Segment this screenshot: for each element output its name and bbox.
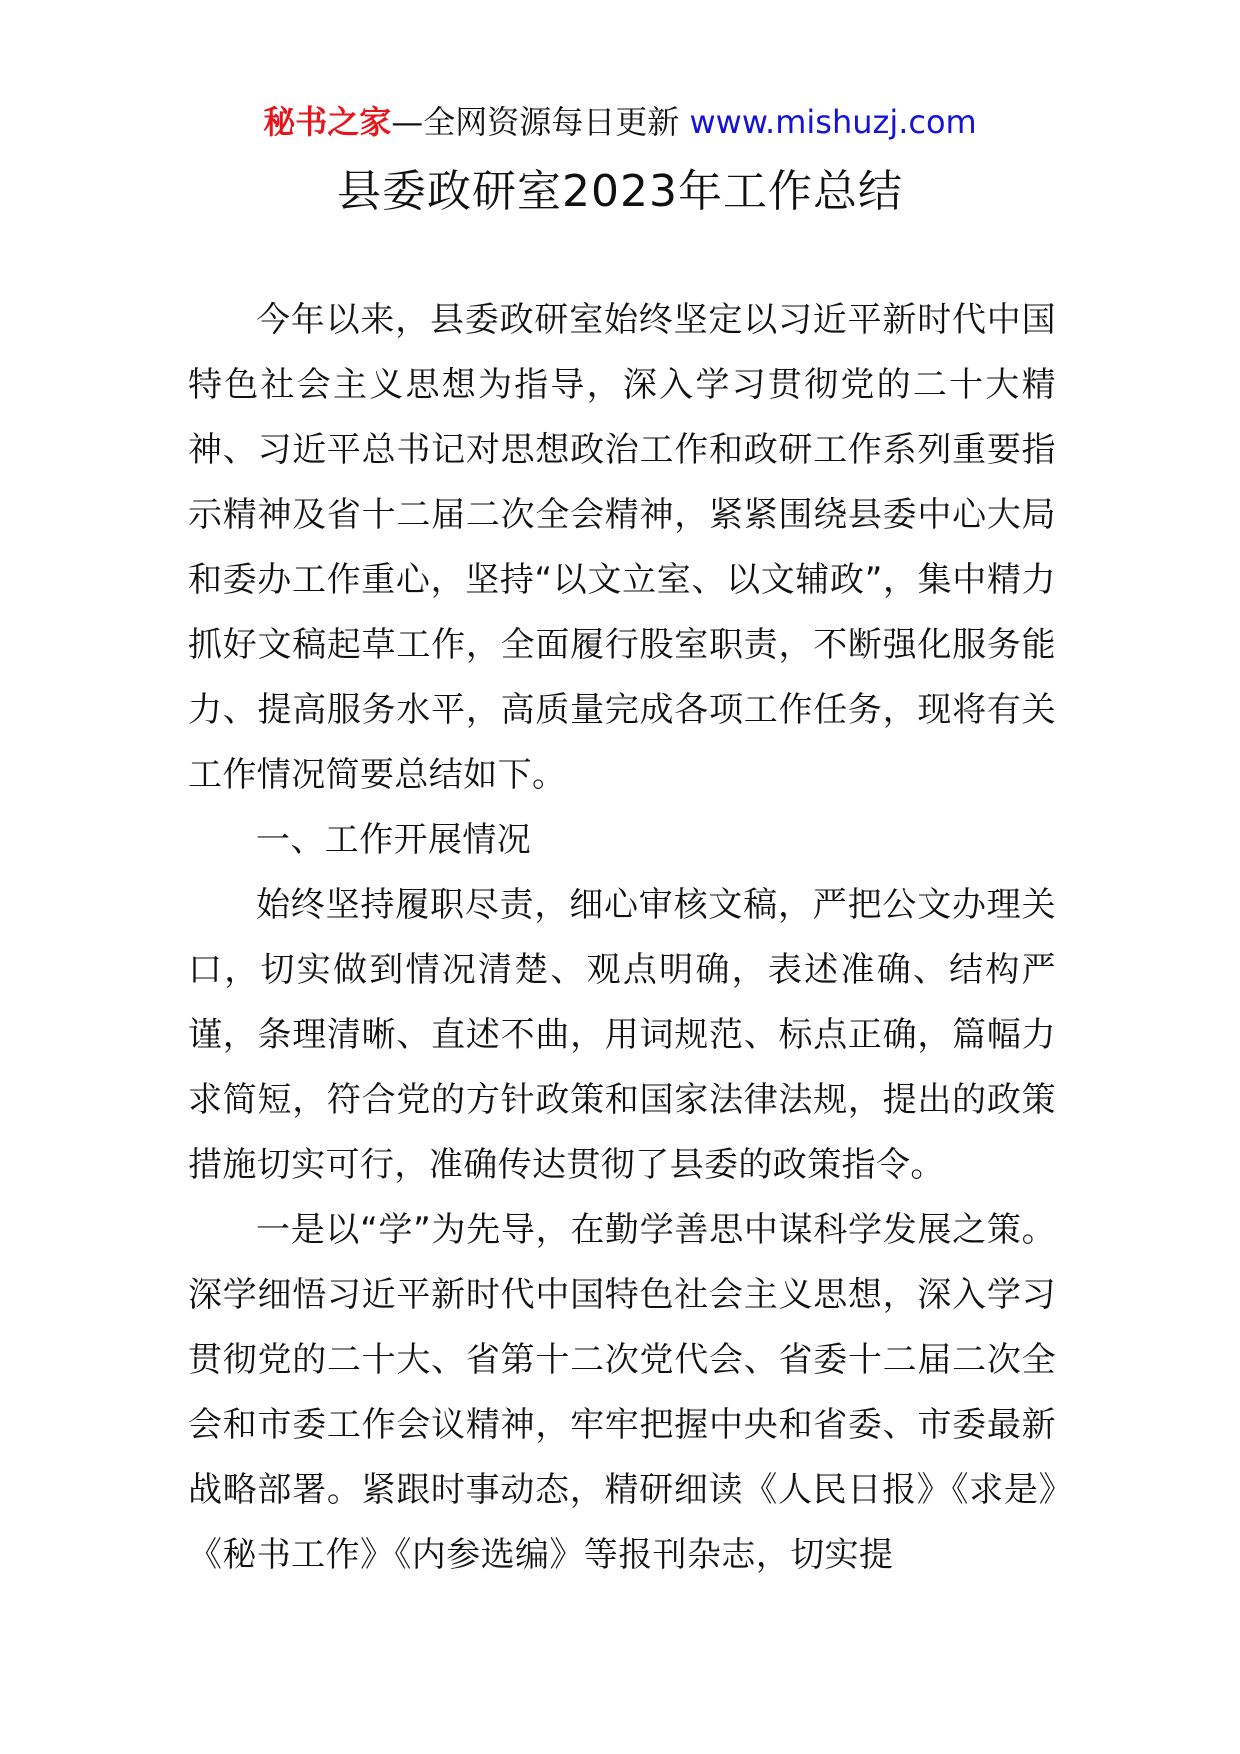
document-body bbox=[188, 288, 1056, 1588]
section-paragraph-1: 始终坚持履职尽责，细心审核文稿，严把公文办理关口，切实做到情况清楚、观点明确，表述准确、结构严谨，条理清晰、直述不曲，用词规范、标点正确，篇幅力求简短，符合党的方针政策和国家法律法规，提出的政策措施切实可行，准确传达贯彻了县委的政策指令。 bbox=[188, 885, 1056, 1185]
document-title: 县委政研室2023年工作总结 bbox=[337, 166, 903, 217]
brand-name: 秘书之家 bbox=[263, 103, 392, 141]
site-url-link[interactable]: www.mishuzj.com bbox=[689, 103, 977, 141]
site-header bbox=[0, 100, 1240, 144]
section-paragraph-2: 一是以“学”为先导，在勤学善思中谋科学发展之策。深学细悟习近平新时代中国特色社会主义思想，深入学习贯彻党的二十大、省第十二次党代会、省委十二届二次全会和市委工作会议精神，牢牢把握中央和省委、市委最新战略部署。紧跟时事动态，精研细读《人民日报》《求是》《秘书工作》《内参选编》等报刊杂志，切实提 bbox=[188, 1210, 1056, 1575]
header-tagline: —全网资源每日更新 bbox=[391, 103, 690, 141]
section-heading: 一、工作开展情况 bbox=[256, 820, 532, 860]
intro-paragraph: 今年以来，县委政研室始终坚定以习近平新时代中国特色社会主义思想为指导，深入学习贯彻党的二十大精神、习近平总书记对思想政治工作和政研工作系列重要指示精神及省十二届二次全会精神，紧紧围绕县委中心大局和委办工作重心，坚持“以文立室、以文辅政”，集中精力抓好文稿起草工作，全面履行股室职责，不断强化服务能力、提高服务水平，高质量完成各项工作任务，现将有关工作情况简要总结如下。 bbox=[188, 300, 1056, 795]
